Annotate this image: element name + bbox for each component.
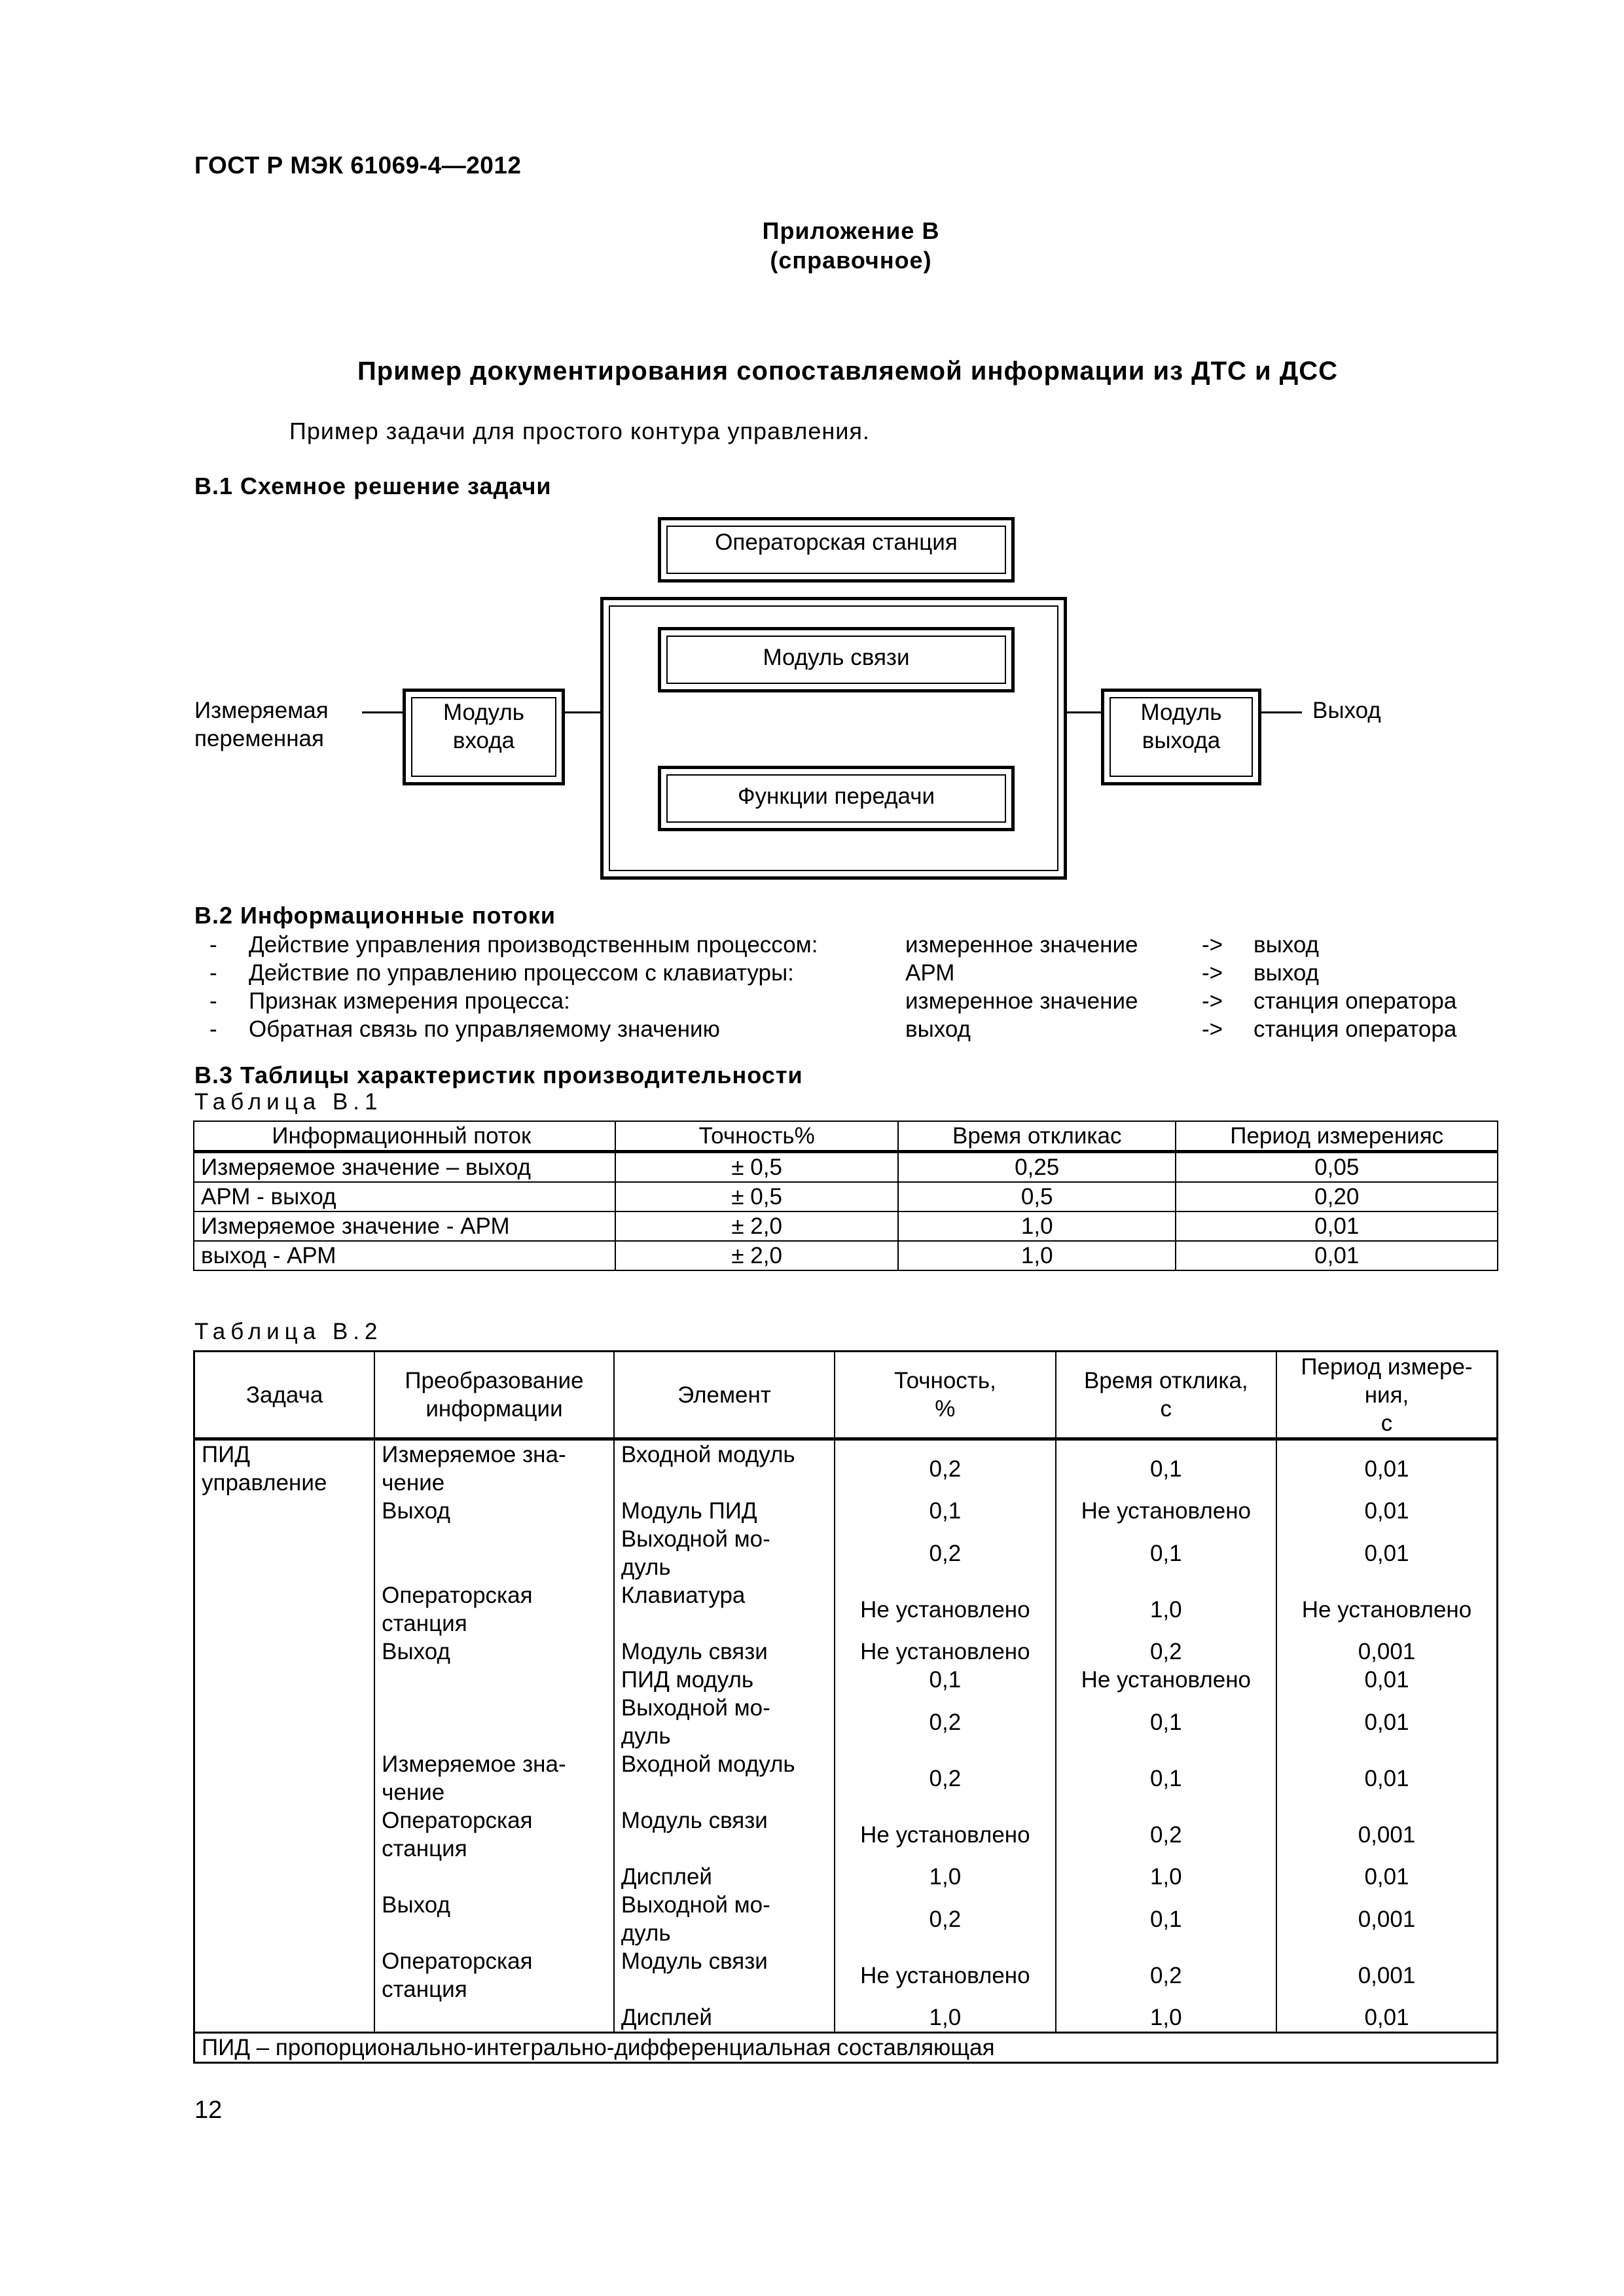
table-row [194,1806,1498,1863]
table-cell [194,1863,375,1891]
table-cell: 0,2 [835,1750,1055,1806]
table-cell: выход - АРМ [194,1241,615,1270]
column-header: Точность% [615,1121,898,1152]
table-cell: Клавиатура [614,1581,835,1638]
flow-arrow: -> [1202,932,1223,958]
table-cell: 0,01 [1176,1211,1498,1241]
section-b2-heading: В.2 Информационные потоки [194,902,556,929]
table-cell: 1,0 [1056,2003,1276,2033]
section-b3-heading: В.3 Таблицы характеристик производительности [194,1062,803,1088]
table-cell: Выходной мо- дуль [614,1694,835,1750]
flow-arrow: -> [1202,1016,1223,1042]
flow-source: выход [905,1016,971,1042]
table-footnote-row [194,2033,1498,2063]
table-cell [194,1750,375,1806]
table-cell: 0,01 [1276,1863,1498,1891]
table-cell: Дисплей [614,1863,835,1891]
table-cell: 0,01 [1276,1497,1498,1525]
flow-source: измеренное значение [905,932,1138,958]
table-cell [194,1497,375,1525]
flow-target: выход [1254,932,1319,958]
flow-arrow: -> [1202,960,1223,986]
table-cell: Модуль связи [614,1638,835,1666]
connector-line [565,711,600,713]
table-row [194,1241,1498,1270]
table-cell: 0,01 [1276,1750,1498,1806]
table-cell: Не установлено [1276,1581,1498,1638]
page-number: 12 [194,2096,223,2124]
table-cell: 1,0 [898,1241,1176,1270]
table-row [194,1666,1498,1694]
table-cell [194,1638,375,1666]
appendix-subtitle: (справочное) [770,247,932,274]
table-cell: Не установлено [835,1638,1055,1666]
table2-caption: Таблица В.2 [194,1319,383,1344]
comm-module-label: Модуль связи [763,645,910,670]
document-header: ГОСТ Р МЭК 61069-4—2012 [194,152,522,179]
table-cell: 0,01 [1276,2003,1498,2033]
table-cell: Модуль связи [614,1947,835,2003]
table-cell: 0,20 [1176,1182,1498,1211]
table-header-row [194,1121,1498,1152]
table-cell: Измеряемое значение - АРМ [194,1211,615,1241]
transfer-functions-box [658,766,1015,831]
table-cell: 1,0 [1056,1581,1276,1638]
table-row [194,1947,1498,2003]
table-cell: 0,001 [1276,1947,1498,2003]
table-cell [194,1694,375,1750]
table-cell: Выходной мо- дуль [614,1525,835,1581]
performance-table-2 [193,1350,1498,2064]
measured-variable-label-2: переменная [194,726,324,751]
flow-target: станция оператора [1254,988,1457,1014]
flow-dash: - [209,1016,217,1042]
flow-arrow: -> [1202,988,1223,1014]
input-module-label-2: входа [452,728,515,753]
input-module-box [403,689,565,785]
table-cell [194,1806,375,1863]
table-cell: ± 0,5 [615,1152,898,1183]
table-cell: 0,1 [1056,1750,1276,1806]
table-cell [194,1525,375,1581]
table-cell: 0,05 [1176,1152,1498,1183]
section-b1-heading: В.1 Схемное решение задачи [194,473,552,499]
table-footnote: ПИД – пропорционально-интегрально-дифференциальная составляющая [194,2033,1498,2063]
table-cell: Выход [374,1891,614,1947]
table-cell: 1,0 [898,1211,1176,1241]
connector-line [1261,711,1302,713]
table-cell: 1,0 [835,2003,1055,2033]
table-cell: АРМ - выход [194,1182,615,1211]
table-cell: 0,5 [898,1182,1176,1211]
table-cell: ПИД управление [194,1439,375,1498]
connector-line [362,711,403,713]
table-row [194,1525,1498,1581]
measured-variable-label-1: Измеряемая [194,698,329,723]
table-cell [374,2003,614,2033]
column-header: Точность, % [835,1352,1055,1439]
table-cell [194,1666,375,1694]
table-row [194,1497,1498,1525]
table-row [194,2003,1498,2033]
flow-description: Действие управления производственным процессом: [249,932,818,958]
table-cell [374,1525,614,1581]
table-cell: 0,2 [835,1694,1055,1750]
table-cell: 0,1 [1056,1439,1276,1498]
table-cell: 0,001 [1276,1891,1498,1947]
table-cell [194,2003,375,2033]
table-cell: Входной модуль [614,1750,835,1806]
table-row [194,1152,1498,1183]
table-cell: ± 0,5 [615,1182,898,1211]
output-module-label-2: выхода [1142,728,1221,753]
table-cell: 0,2 [835,1891,1055,1947]
table-cell [374,1694,614,1750]
appendix-title: Приложение В [762,217,940,244]
flow-description: Обратная связь по управляемому значению [249,1016,720,1042]
table-cell: ПИД модуль [614,1666,835,1694]
table-row [194,1211,1498,1241]
performance-table-1 [193,1121,1498,1271]
table2-body [194,1439,1498,2033]
flow-dash: - [209,988,217,1014]
flow-source: АРМ [905,960,955,986]
table-cell: 0,1 [835,1497,1055,1525]
output-label: Выход [1312,698,1381,723]
table-cell: Измеряемое зна- чение [374,1750,614,1806]
flow-description: Признак измерения процесса: [249,988,570,1014]
table-cell: 0,01 [1276,1694,1498,1750]
table-cell: 1,0 [835,1863,1055,1891]
table-cell: Не установлено [835,1806,1055,1863]
table-cell: Не установлено [835,1581,1055,1638]
table-row [194,1891,1498,1947]
table-cell [194,1581,375,1638]
operator-station-label: Операторская станция [715,529,958,555]
table-cell: 0,1 [835,1666,1055,1694]
table-cell: Выход [374,1638,614,1666]
table-cell: 0,001 [1276,1638,1498,1666]
table-cell: Входной модуль [614,1439,835,1498]
column-header: Период измеренияс [1176,1121,1498,1152]
column-header: Время откликас [898,1121,1176,1152]
table-cell [194,1891,375,1947]
table-cell: Выход [374,1497,614,1525]
table-cell: 0,2 [1056,1947,1276,2003]
output-module-label-1: Модуль [1140,700,1222,725]
table-cell: Не установлено [1056,1666,1276,1694]
table-cell: ± 2,0 [615,1241,898,1270]
table-cell [194,1947,375,2003]
column-header: Период измере- ния, с [1276,1352,1498,1439]
table-cell: 1,0 [1056,1863,1276,1891]
flow-description: Действие по управлению процессом с клавиатуры: [249,960,794,986]
table-cell: 0,2 [835,1525,1055,1581]
table-row [194,1638,1498,1666]
table-cell: 0,01 [1276,1666,1498,1694]
table-cell: Операторская станция [374,1581,614,1638]
table-cell: 0,01 [1276,1439,1498,1498]
table-cell: 0,2 [1056,1638,1276,1666]
main-title: Пример документирования сопоставляемой информации из ДТС и ДСС [357,357,1339,386]
input-module-label-1: Модуль [442,700,525,725]
table-cell: 0,2 [835,1439,1055,1498]
operator-station-box [658,517,1015,583]
flow-dash: - [209,932,217,958]
table-row [194,1694,1498,1750]
table-row [194,1581,1498,1638]
flow-dash: - [209,960,217,986]
table-row [194,1863,1498,1891]
flow-source: измеренное значение [905,988,1138,1014]
table-row [194,1182,1498,1211]
table-cell: Выходной мо- дуль [614,1891,835,1947]
table-cell: Операторская станция [374,1806,614,1863]
table-cell: Операторская станция [374,1947,614,2003]
column-header: Информационный поток [194,1121,615,1152]
table-header-row [194,1352,1498,1439]
table-cell: Дисплей [614,2003,835,2033]
table-row [194,1439,1498,1498]
table-cell [374,1666,614,1694]
table-cell [374,1863,614,1891]
table-cell: 0,1 [1056,1694,1276,1750]
column-header: Задача [194,1352,375,1439]
table-cell: Модуль связи [614,1806,835,1863]
table-cell: Измеряемое зна- чение [374,1439,614,1498]
table1-caption: Таблица В.1 [194,1089,383,1115]
column-header: Элемент [614,1352,835,1439]
table-cell: 0,1 [1056,1891,1276,1947]
table-cell: 0,001 [1276,1806,1498,1863]
table-cell: Не установлено [1056,1497,1276,1525]
table-cell: 0,2 [1056,1806,1276,1863]
column-header: Преобразование информации [374,1352,614,1439]
table-cell: 0,01 [1276,1525,1498,1581]
table-cell: 0,1 [1056,1525,1276,1581]
intro-text: Пример задачи для простого контура управления. [289,418,870,444]
table-cell: Модуль ПИД [614,1497,835,1525]
flow-target: станция оператора [1254,1016,1457,1042]
table-cell: Измеряемое значение – выход [194,1152,615,1183]
transfer-functions-label: Функции передачи [737,783,935,809]
table-cell: ± 2,0 [615,1211,898,1241]
table-row [194,1750,1498,1806]
table-cell: Не установлено [835,1947,1055,2003]
output-module-box [1101,689,1261,785]
table-cell: 0,01 [1176,1241,1498,1270]
column-header: Время отклика, с [1056,1352,1276,1439]
flow-target: выход [1254,960,1319,986]
comm-module-box [658,627,1015,692]
connector-line [1067,711,1101,713]
table-cell: 0,25 [898,1152,1176,1183]
